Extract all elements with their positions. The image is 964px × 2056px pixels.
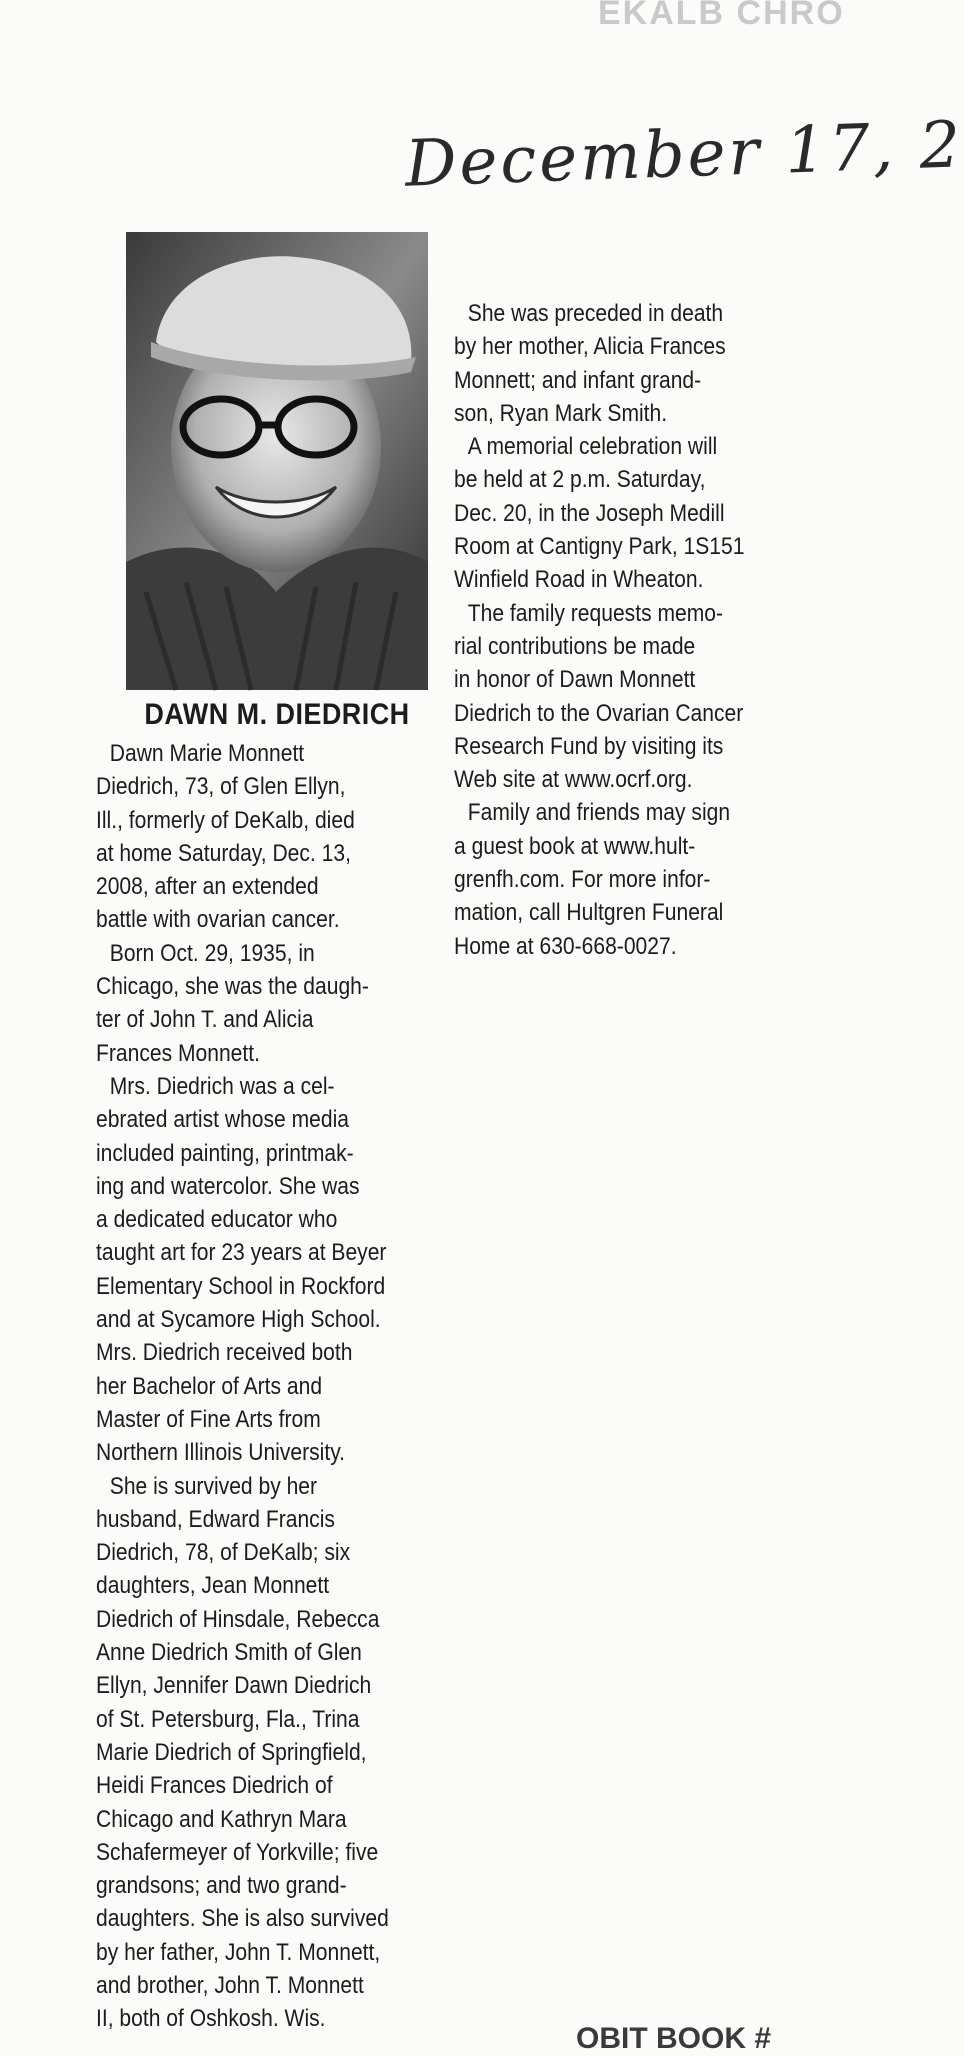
text-line: Diedrich, 78, of DeKalb; six bbox=[96, 1539, 351, 1567]
newspaper-masthead: EKALB CHRO bbox=[598, 0, 845, 32]
text-line: a dedicated educator who bbox=[96, 1206, 338, 1234]
text-line: ing and watercolor. She was bbox=[96, 1172, 360, 1200]
text-line: Ellyn, Jennifer Dawn Diedrich bbox=[96, 1672, 372, 1700]
text-line: be held at 2 p.m. Saturday, bbox=[454, 466, 706, 494]
text-line: grandsons; and two grand- bbox=[96, 1872, 347, 1900]
paragraph bbox=[454, 430, 800, 596]
text-line: Schafermeyer of Yorkville; five bbox=[96, 1838, 379, 1866]
text-line: Anne Diedrich Smith of Glen bbox=[96, 1639, 362, 1667]
text-line: Chicago and Kathryn Mara bbox=[96, 1805, 347, 1833]
text-line: Marie Diedrich of Springfield, bbox=[96, 1738, 367, 1766]
text-line: Web site at www.ocrf.org. bbox=[454, 766, 693, 794]
text-line: ter of John T. and Alicia bbox=[96, 1006, 314, 1034]
paragraph bbox=[96, 1470, 436, 2036]
portrait-photo-icon bbox=[126, 232, 428, 690]
text-line: Frances Monnett. bbox=[96, 1039, 260, 1067]
text-line: Monnett; and infant grand- bbox=[454, 366, 702, 394]
text-line: daughters, Jean Monnett bbox=[96, 1572, 330, 1600]
text-line: mation, call Hultgren Funeral bbox=[454, 899, 724, 927]
text-line: grenfh.com. For more infor- bbox=[454, 866, 711, 894]
text-line: Born Oct. 29, 1935, in bbox=[109, 939, 315, 967]
obituary-headline: DAWN M. DIEDRICH bbox=[144, 698, 410, 731]
text-line: daughters. She is also survived bbox=[96, 1905, 389, 1933]
text-line: She is survived by her bbox=[109, 1472, 318, 1500]
paragraph bbox=[454, 297, 800, 430]
text-line: and at Sycamore High School. bbox=[96, 1306, 381, 1334]
text-line: Mrs. Diedrich received both bbox=[96, 1339, 353, 1367]
text-line: husband, Edward Francis bbox=[96, 1505, 335, 1533]
text-line: Northern Illinois University. bbox=[96, 1439, 346, 1467]
obituary-column-2 bbox=[454, 297, 800, 963]
text-line: Room at Cantigny Park, 1S151 bbox=[454, 533, 745, 561]
text-line: ebrated artist whose media bbox=[96, 1106, 349, 1134]
paragraph bbox=[454, 597, 800, 797]
text-line: Elementary School in Rockford bbox=[96, 1272, 386, 1300]
paragraph bbox=[96, 1070, 436, 1470]
paragraph bbox=[96, 737, 436, 937]
obit-book-label: OBIT BOOK # bbox=[576, 2022, 772, 2055]
text-line: Chicago, she was the daugh- bbox=[96, 973, 369, 1001]
text-line: at home Saturday, Dec. 13, bbox=[96, 839, 351, 867]
text-line: son, Ryan Mark Smith. bbox=[454, 399, 668, 427]
text-line: The family requests memo- bbox=[467, 599, 724, 627]
text-line: a guest book at www.hult- bbox=[454, 832, 696, 860]
text-line: Home at 630-668-0027. bbox=[454, 932, 677, 960]
obituary-column-1 bbox=[96, 737, 436, 2036]
text-line: Master of Fine Arts from bbox=[96, 1405, 321, 1433]
text-line: Mrs. Diedrich was a cel- bbox=[109, 1072, 335, 1100]
text-line: 2008, after an extended bbox=[96, 873, 319, 901]
text-line: II, both of Oshkosh. Wis. bbox=[96, 2005, 326, 2033]
text-line: She was preceded in death bbox=[467, 300, 724, 327]
text-line: by her father, John T. Monnett, bbox=[96, 1938, 381, 1966]
text-line: Diedrich of Hinsdale, Rebecca bbox=[96, 1605, 380, 1633]
text-line: Dawn Marie Monnett bbox=[109, 740, 305, 767]
paragraph bbox=[96, 937, 436, 1070]
portrait-photo bbox=[126, 232, 428, 690]
text-line: Heidi Frances Diedrich of bbox=[96, 1772, 333, 1800]
text-line: Research Fund by visiting its bbox=[454, 732, 724, 760]
text-line: A memorial celebration will bbox=[467, 433, 718, 461]
text-line: Family and friends may sign bbox=[467, 799, 731, 827]
text-line: rial contributions be made bbox=[454, 632, 696, 660]
text-line: and brother, John T. Monnett bbox=[96, 1971, 364, 1999]
text-line: Diedrich to the Ovarian Cancer bbox=[454, 699, 744, 727]
text-line: Ill., formerly of DeKalb, died bbox=[96, 806, 355, 834]
paragraph bbox=[454, 796, 800, 962]
text-line: included painting, printmak- bbox=[96, 1139, 354, 1167]
text-line: by her mother, Alicia Frances bbox=[454, 333, 726, 361]
text-line: Winfield Road in Wheaton. bbox=[454, 566, 704, 594]
text-line: of St. Petersburg, Fla., Trina bbox=[96, 1705, 360, 1733]
text-line: battle with ovarian cancer. bbox=[96, 906, 340, 934]
text-line: Diedrich, 73, of Glen Ellyn, bbox=[96, 773, 346, 801]
handwritten-date: December 17, 2 bbox=[403, 108, 964, 202]
text-line: taught art for 23 years at Beyer bbox=[96, 1239, 387, 1267]
text-line: Dec. 20, in the Joseph Medill bbox=[454, 499, 725, 527]
text-line: her Bachelor of Arts and bbox=[96, 1372, 323, 1400]
text-line: in honor of Dawn Monnett bbox=[454, 666, 696, 694]
